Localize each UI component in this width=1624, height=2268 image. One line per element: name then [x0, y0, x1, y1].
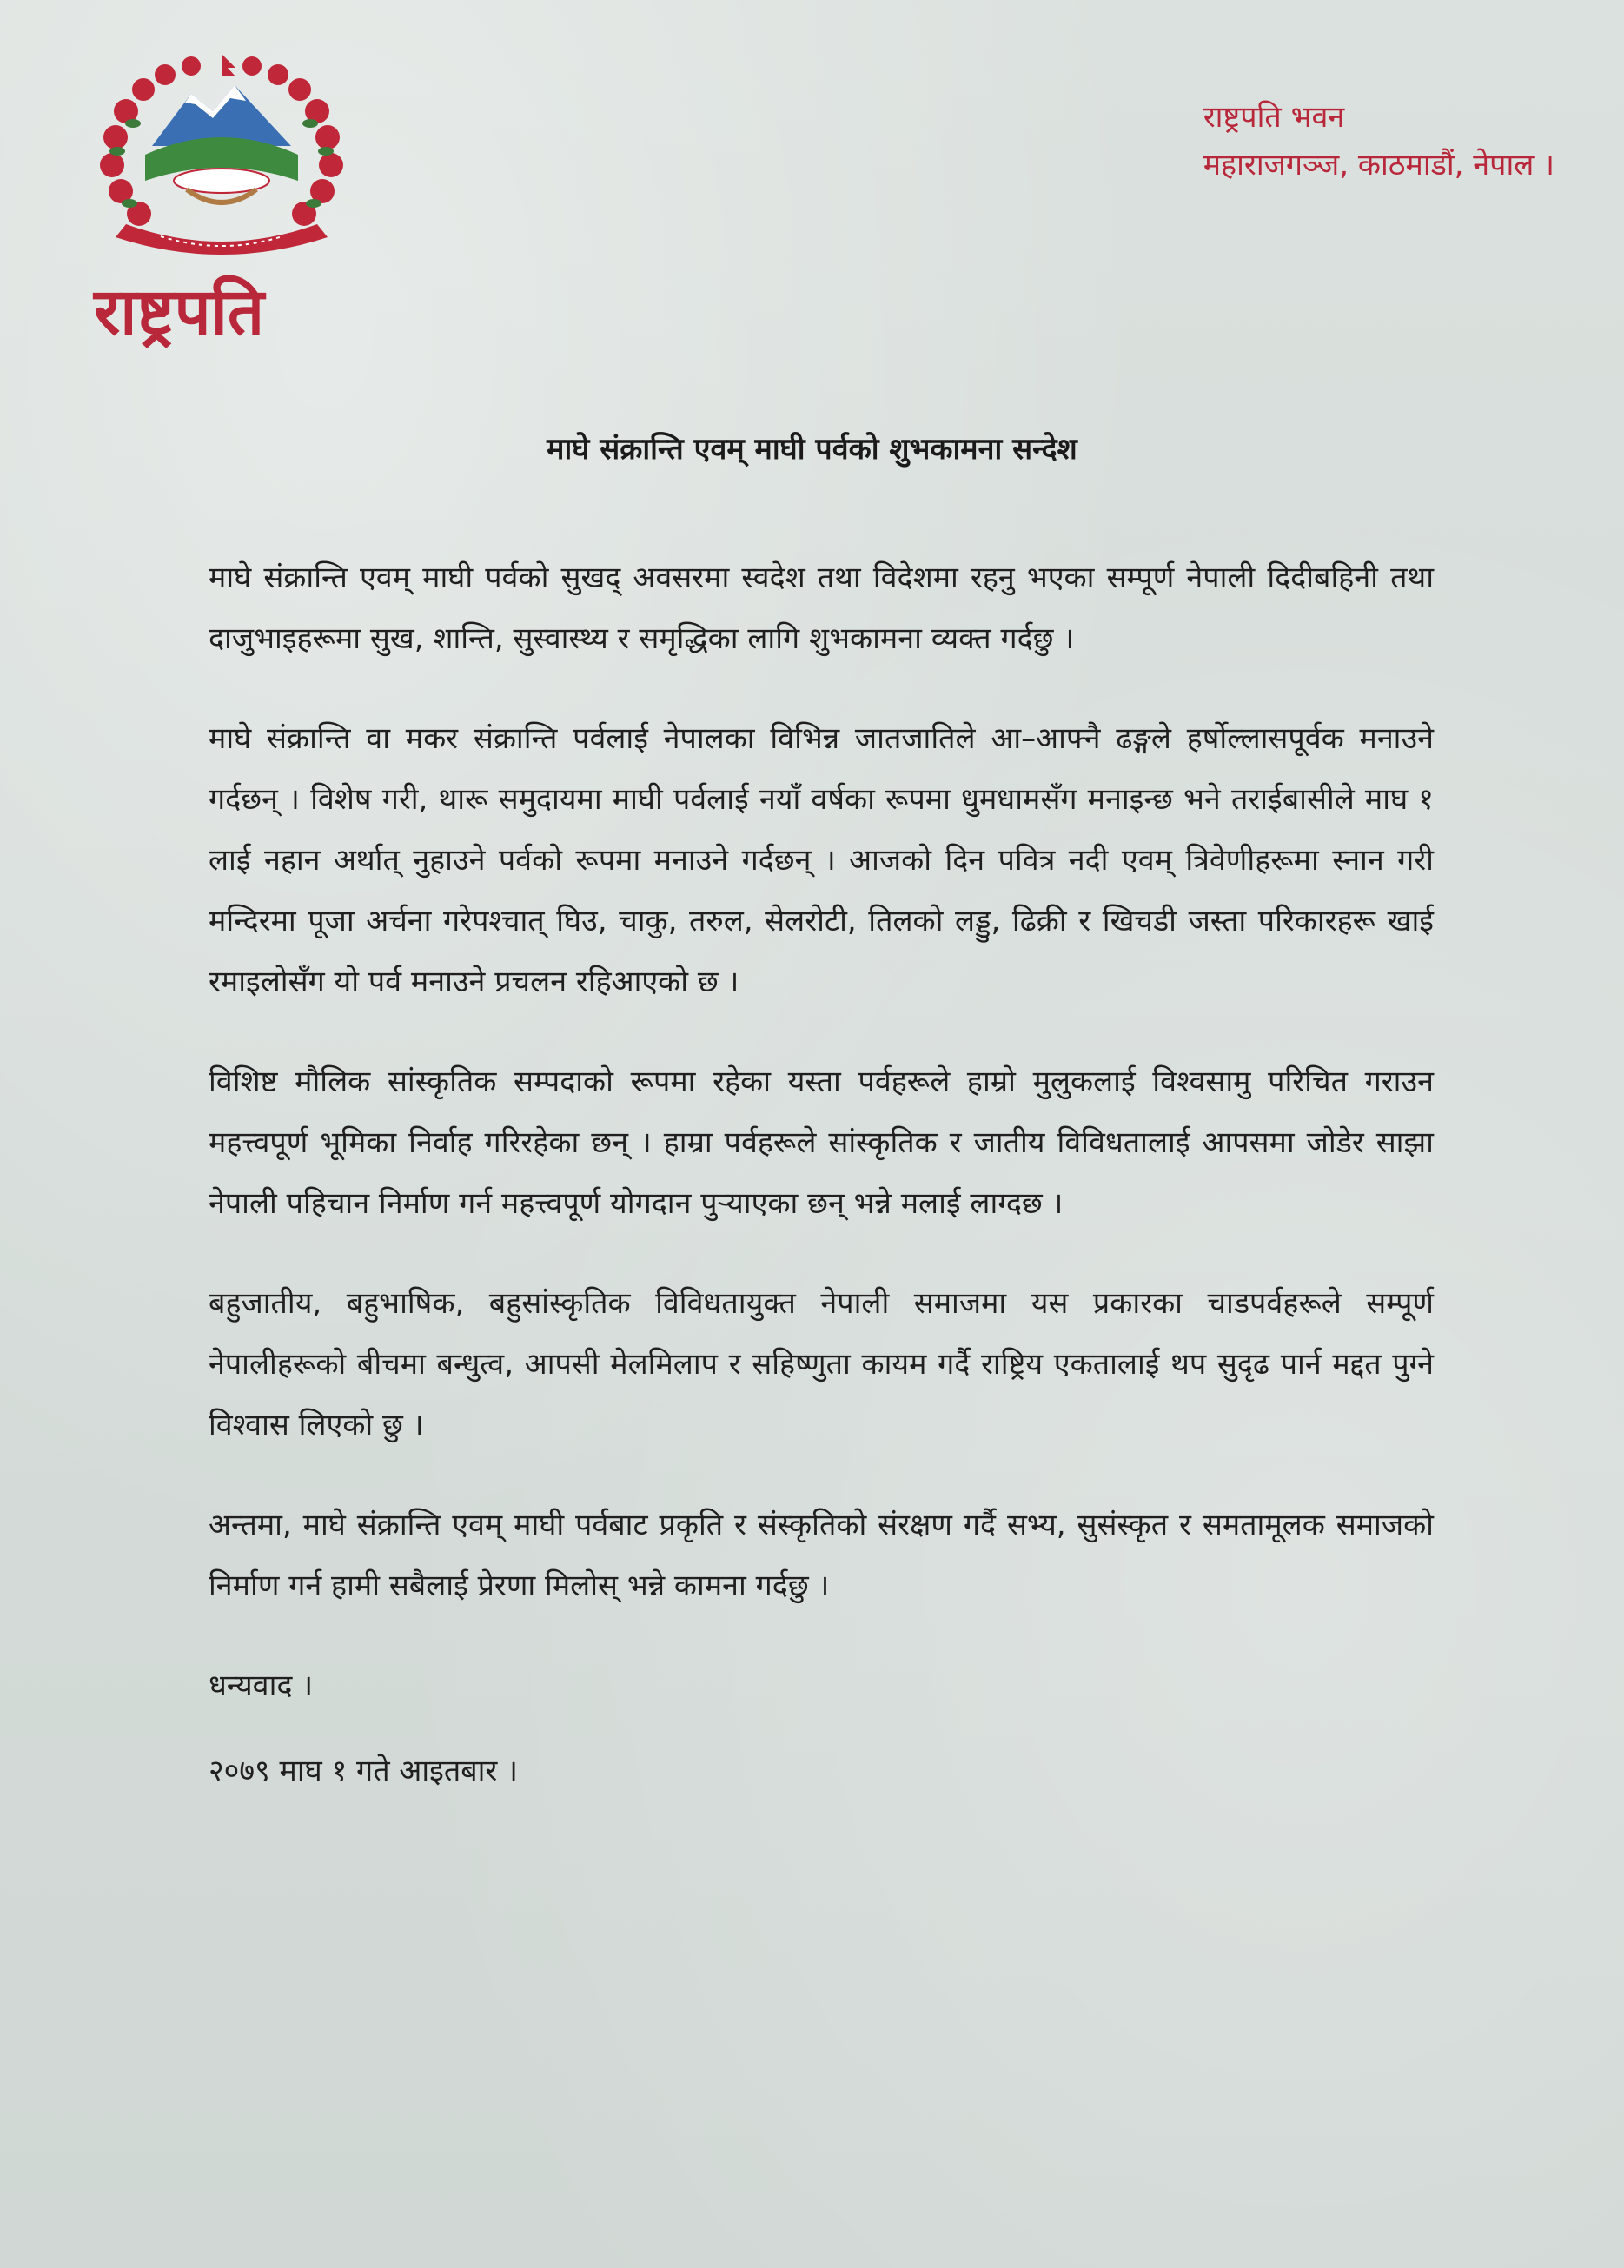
address-line-1: राष्ट्रपति भवन — [1203, 100, 1345, 135]
message-body — [209, 547, 1434, 1826]
closing: धन्यवाद । — [209, 1668, 314, 1703]
national-emblem-icon — [91, 50, 352, 268]
message-title: माघे संक्रान्ति एवम् माघी पर्वको शुभकामना सन्देश — [547, 432, 1077, 467]
paragraph: अन्तमा, माघे संक्रान्ति एवम् माघी पर्वबाट प्रकृति र संस्कृतिको संरक्षण गर्दै सभ्य, सुसंस्कृत र समतामूलक समाजको निर्माण गर्न हामी सबैलाई प्रेरणा मिलोस् भन्ने कामना गर्दछु । — [209, 1508, 1434, 1603]
address-line-2: महाराजगञ्ज, काठमाडौं, नेपाल । — [1203, 148, 1554, 182]
office-title: राष्ट्रपति — [94, 275, 265, 349]
paragraph: बहुजातीय, बहुभाषिक, बहुसांस्कृतिक विविधतायुक्त नेपाली समाजमा यस प्रकारका चाडपर्वहरूले सम्पूर्ण नेपालीहरूको बीचमा बन्धुत्व, आपसी मेलमिलाप र सहिष्णुता कायम गर्दै राष्ट्रिय एकतालाई थप सुदृढ पार्न मद्दत पुग्ने विश्वास लिएको छु । — [209, 1286, 1434, 1442]
paragraph: विशिष्ट मौलिक सांस्कृतिक सम्पदाको रूपमा रहेका यस्ता पर्वहरूले हाम्रो मुलुकलाई विश्वसामु परिचित गराउन महत्त्वपूर्ण भूमिका निर्वाह गरिरहेका छन् । हाम्रा पर्वहरूले सांस्कृतिक र जातीय विविधतालाई आपसमा जोडेर साझा नेपाली पहिचान निर्माण गर्न महत्त्वपूर्ण योगदान पुऱ्याएका छन् भन्ने मलाई लाग्दछ । — [209, 1064, 1434, 1221]
letterhead-address — [1203, 94, 1554, 189]
date: २०७९ माघ १ गते आइतबार । — [209, 1754, 519, 1788]
paragraph: माघे संक्रान्ति एवम् माघी पर्वको सुखद् अवसरमा स्वदेश तथा विदेशमा रहनु भएका सम्पूर्ण नेपाली दिदीबहिनी तथा दाजुभाइहरूमा सुख, शान्ति, सुस्वास्थ्य र समृद्धिका लागि शुभकामना व्यक्त गर्दछु । — [209, 560, 1434, 656]
paragraph: माघे संक्रान्ति वा मकर संक्रान्ति पर्वलाई नेपालका विभिन्न जातजातिले आ–आफ्नै ढङ्गले हर्षोल्लासपूर्वक मनाउने गर्दछन् । विशेष गरी, थारू समुदायमा माघी पर्वलाई नयाँ वर्षका रूपमा धुमधामसँग मनाइन्छ भने तराईबासीले माघ १ लाई नहान अर्थात् नुहाउने पर्वको रूपमा मनाउने गर्दछन् । आजको दिन पवित्र नदी एवम् त्रिवेणीहरूमा स्नान गरी मन्दिरमा पूजा अर्चना गरेपश्चात् घिउ, चाकु, तरुल, सेलरोटी, तिलको लड्डु, ढिक्री र खिचडी जस्ता परिकारहरू खाई रमाइलोसँग यो पर्व मनाउने प्रचलन रहिआएको छ । — [209, 721, 1434, 999]
